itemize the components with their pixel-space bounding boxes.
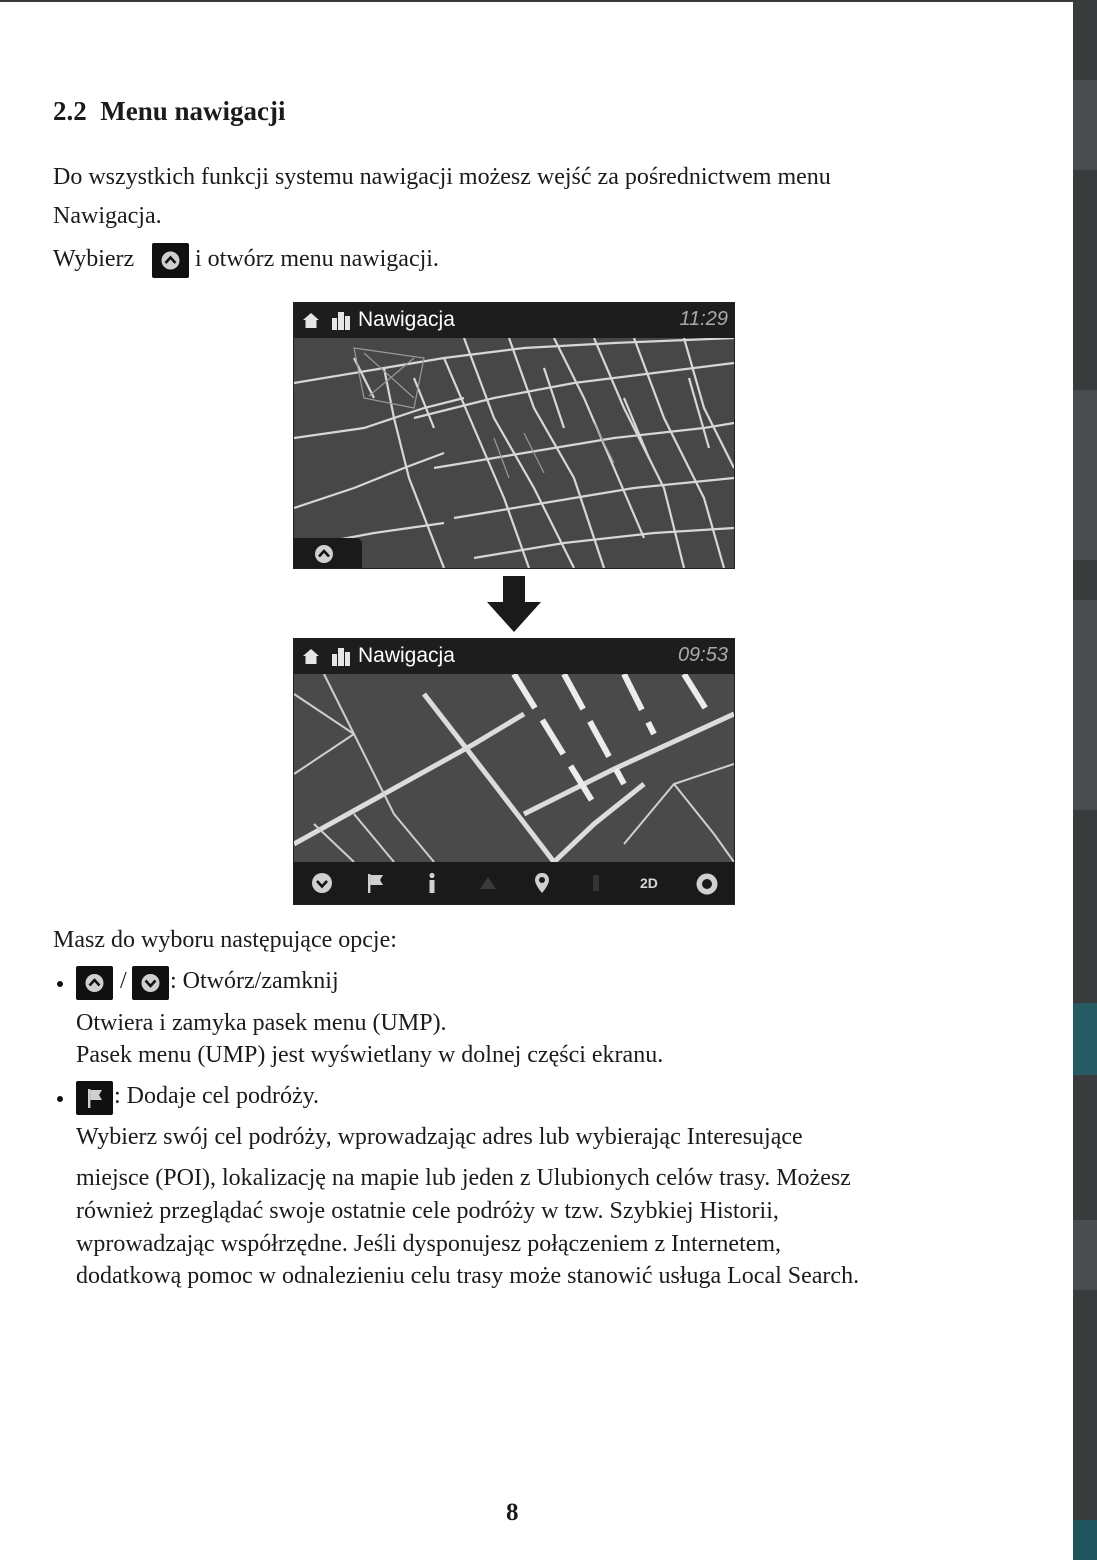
intro-line-1: Do wszystkich funkcji systemu nawigacji możesz wejść za pośrednictwem menu: [53, 164, 831, 190]
side-panel-segment: [1073, 80, 1097, 170]
option-description-line: Otwiera i zamyka pasek menu (UMP).: [76, 1010, 447, 1036]
option-description-line: również przeglądać swoje ostatnie cele podróży w tzw. Szybkiej Historii,: [76, 1198, 779, 1224]
option-destination-label: : Dodaje cel podróży.: [114, 1083, 320, 1109]
intro-line-2: Nawigacja.: [53, 203, 162, 229]
2d-3d-toggle-icon[interactable]: 2D: [640, 875, 658, 891]
nav-screen-after: [293, 638, 735, 905]
select-prefix: Wybierz: [53, 246, 135, 272]
close-menu-icon: [132, 966, 169, 1000]
page-number: 8: [506, 1499, 519, 1526]
icon-separator: /: [120, 968, 127, 994]
bullet: [57, 1096, 63, 1102]
home-icon: [302, 312, 320, 329]
option-description-line: dodatkową pomoc w odnalezieniu celu trasy może stanowić usługa Local Search.: [76, 1263, 860, 1289]
side-panel-footer: [1073, 1520, 1097, 1560]
side-panel-segment: [1073, 600, 1097, 810]
flag-icon[interactable]: [364, 871, 388, 895]
options-intro: Masz do wyboru następujące opcje:: [53, 927, 397, 953]
open-menu-button[interactable]: [294, 538, 362, 568]
open-menu-icon: [152, 243, 189, 278]
viewer-side-panel: [1073, 0, 1097, 1560]
nav-clock: 11:29: [679, 308, 728, 330]
section-heading: [53, 96, 286, 127]
ump-menu-bar: [294, 862, 734, 904]
nav-title: Nawigacja: [358, 644, 455, 667]
side-panel-button[interactable]: [1073, 1003, 1097, 1075]
option-description-line: wprowadzając współrzędne. Jeśli dysponujesz połączeniem z Internetem,: [76, 1231, 782, 1257]
option-description-line: miejsce (POI), lokalizację na mapie lub jeden z Ulubionych celów trasy. Możesz: [76, 1165, 851, 1191]
disabled-menu-icon: [584, 871, 608, 895]
arrow-down-icon: [487, 576, 541, 632]
poi-pin-icon[interactable]: [530, 871, 554, 895]
home-icon: [302, 648, 320, 665]
city-icon: [330, 645, 352, 667]
nav-screen-before: [293, 302, 735, 569]
bullet: [57, 981, 63, 987]
nav-title-bar: [294, 639, 734, 674]
side-panel-segment: [1073, 1220, 1097, 1290]
open-menu-icon: [76, 966, 113, 1000]
flag-icon: [76, 1081, 113, 1115]
option-open-close-label: : Otwórz/zamknij: [170, 968, 339, 994]
info-icon[interactable]: [420, 871, 444, 895]
nav-clock: 09:53: [677, 644, 728, 666]
section-title: Menu nawigacji: [100, 96, 286, 126]
side-panel-segment: [1073, 390, 1097, 560]
nav-title: Nawigacja: [358, 308, 455, 331]
map-view: [294, 338, 734, 568]
map-view: [294, 674, 734, 862]
select-suffix: i otwórz menu nawigacji.: [195, 246, 439, 272]
page-top-border: [0, 0, 1073, 2]
city-icon: [330, 309, 352, 331]
settings-icon[interactable]: [694, 871, 720, 897]
nav-title-bar: [294, 303, 734, 338]
section-number: 2.2: [53, 96, 87, 126]
option-description-line: Wybierz swój cel podróży, wprowadzając adres lub wybierając Interesujące: [76, 1124, 803, 1150]
option-description-line: Pasek menu (UMP) jest wyświetlany w dolnej części ekranu.: [76, 1042, 664, 1068]
close-menu-icon[interactable]: [310, 871, 334, 895]
disabled-menu-icon: [476, 871, 500, 895]
